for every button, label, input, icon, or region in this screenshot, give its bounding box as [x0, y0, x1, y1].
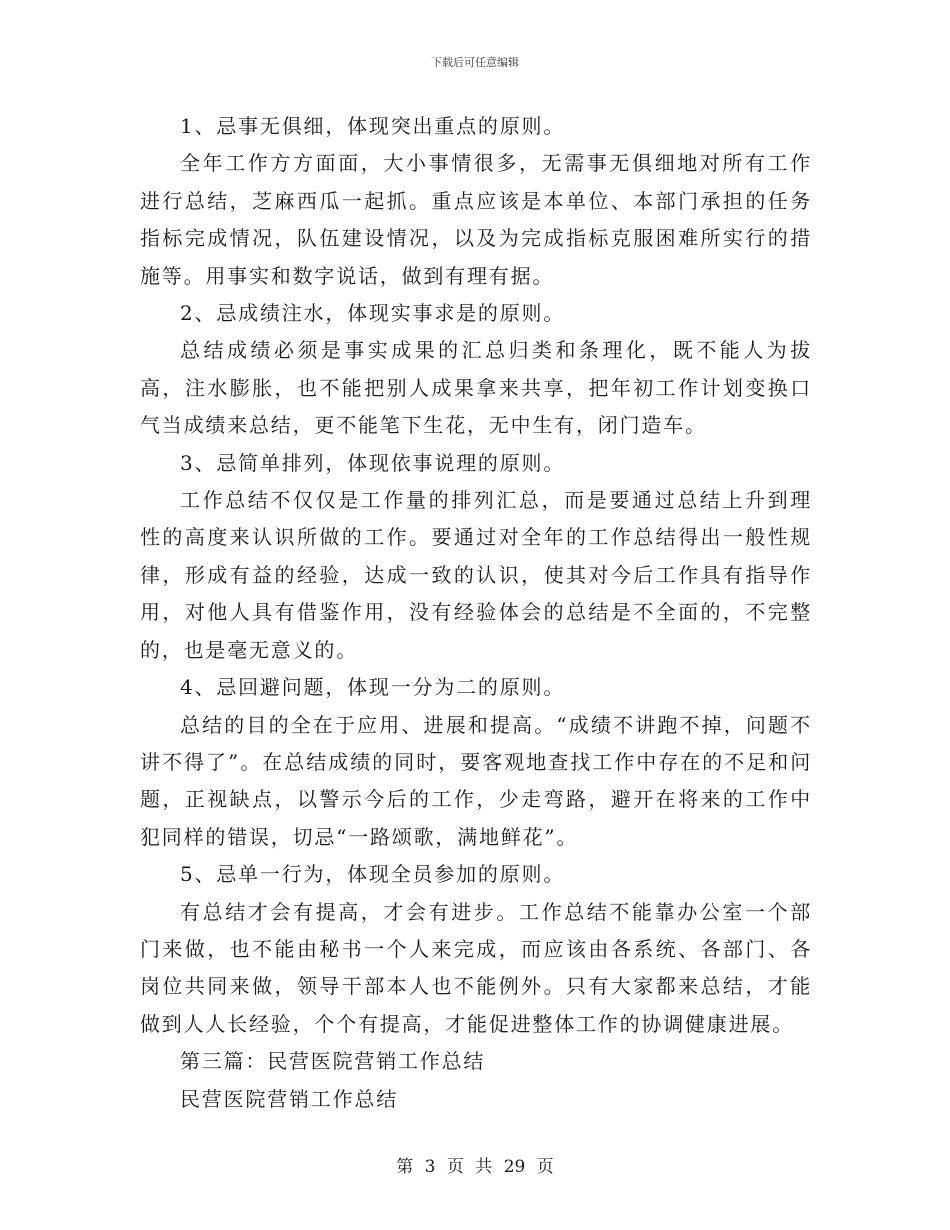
chapter-title: 第三篇：民营医院营销工作总结: [180, 1049, 486, 1074]
body-paragraph-1: 全年工作方方面面，大小事情很多，无需事无俱细地对所有工作进行总结，芝麻西瓜一起抓。重点应该是本单位、本部门承担的任务指标完成情况，队伍建设情况，以及为完成指标克服困难所实行的措施等。用事实和数字说话，做到有理有据。: [140, 151, 812, 288]
page-header: 下载后可任意编辑: [431, 56, 519, 69]
section-heading-3: 3、忌简单排列，体现依事说理的原则。: [180, 450, 566, 475]
body-paragraph-5: 有总结才会有提高，才会有进步。工作总结不能靠办公室一个部门来做，也不能由秘书一个人来完成，而应该由各系统、各部门、各岗位共同来做，领导干部本人也不能例外。只有大家都来总结，才能做到人人长经验，个个有提高，才能促进整体工作的协调健康进展。: [140, 899, 812, 1036]
page-number: 第 3 页 共 29 页: [396, 1157, 554, 1177]
body-paragraph-4: 总结的目的全在于应用、进展和提高。“成绩不讲跑不掉，问题不讲不得了”。在总结成绩的同时，要客观地查找工作中存在的不足和问题，正视缺点，以警示今后的工作，少走弯路，避开在将来的工作中犯同样的错误，切忌“一路颂歌，满地鲜花”。: [140, 712, 812, 849]
body-paragraph-3: 工作总结不仅仅是工作量的排列汇总，而是要通过总结上升到理性的高度来认识所做的工作。要通过对全年的工作总结得出一般性规律，形成有益的经验，达成一致的认识，使其对今后工作具有指导作用，对他人具有借鉴作用，没有经验体会的总结是不全面的，不完整的，也是毫无意义的。: [140, 488, 812, 662]
section-heading-2: 2、忌成绩注水，体现实事求是的原则。: [180, 301, 566, 326]
section-heading-1: 1、忌事无俱细，体现突出重点的原则。: [180, 114, 566, 138]
document-body: [140, 108, 812, 1118]
body-paragraph-2: 总结成绩必须是事实成果的汇总归类和条理化，既不能人为拔高，注水膨胀，也不能把别人成果拿来共享，把年初工作计划变换口气当成绩来总结，更不能笔下生花，无中生有，闭门造车。: [140, 338, 812, 438]
document-title: 民营医院营销工作总结: [180, 1086, 398, 1111]
section-heading-5: 5、忌单一行为，体现全员参加的原则。: [180, 862, 566, 887]
section-heading-4: 4、忌回避问题，体现一分为二的原则。: [180, 675, 566, 700]
